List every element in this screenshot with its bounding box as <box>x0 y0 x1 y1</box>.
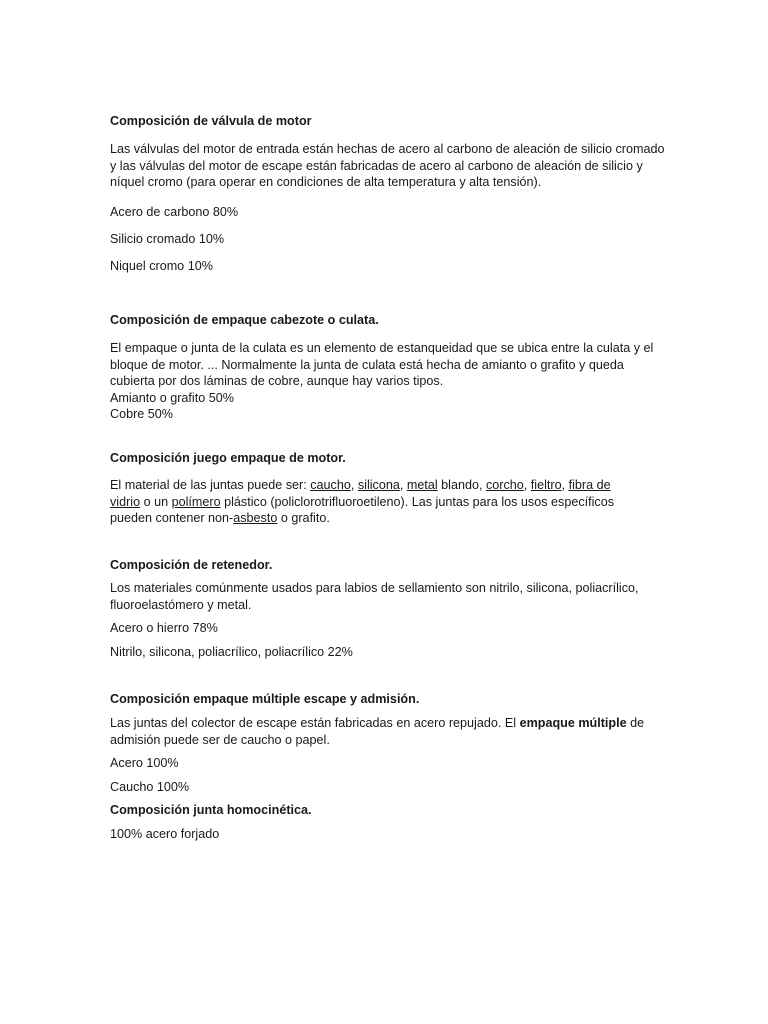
text-segment: blando, <box>437 478 486 492</box>
item-cobre: Cobre 50% <box>110 407 174 421</box>
paragraph-retenedor: Los materiales comúnmente usados para labios de sellamiento son nitrilo, silicona, poliacrílico, fluoroelastómero y metal. <box>110 581 639 612</box>
heading-valvula-motor: Composición de válvula de motor <box>110 114 312 128</box>
link-caucho[interactable]: caucho <box>310 478 351 492</box>
link-metal[interactable]: metal <box>406 478 438 492</box>
heading-junta-homocinetica: Composición junta homocinética. <box>110 803 312 817</box>
bold-empaque-multiple: empaque múltiple <box>519 716 627 730</box>
heading-empaque-culata: Composición de empaque cabezote o culata. <box>110 313 379 327</box>
link-fibra-de-vidrio[interactable]: fibra de vidrio <box>110 478 611 509</box>
text-segment: El material de las juntas puede ser: <box>110 478 311 492</box>
link-silicona[interactable]: silicona <box>357 478 400 492</box>
text-segment: , <box>523 478 531 492</box>
text-segment: o un <box>140 494 172 509</box>
link-corcho[interactable]: corcho <box>485 478 524 492</box>
item-acero-forjado: 100% acero forjado <box>110 827 220 841</box>
heading-empaque-multiple: Composición empaque múltiple escape y admisión. <box>110 692 420 706</box>
text-segment: , <box>399 478 407 492</box>
text-segment: Las juntas del colector de escape están fabricadas en acero repujado. El <box>110 716 520 730</box>
heading-juego-empaque: Composición juego empaque de motor. <box>110 451 346 465</box>
text-segment: , <box>350 478 358 492</box>
text-segment: de admisión puede ser de caucho o papel. <box>110 716 645 747</box>
item-nitrilo-silicona: Nitrilo, silicona, poliacrílico, poliacrílico 22% <box>110 645 353 659</box>
item-amianto-grafito: Amianto o grafito 50% <box>110 391 234 405</box>
text-segment: o grafito. <box>277 511 330 525</box>
paragraph-empaque-culata: El empaque o junta de la culata es un elemento de estanqueidad que se ubica entre la culata y el bloque de motor. ... Normalmente la junta de culata está hecha de amianto o grafito y queda cubierta por dos láminas de cobre, aunque hay varios tipos. <box>110 341 654 388</box>
item-acero-100: Acero 100% <box>110 756 179 770</box>
item-niquel-cromo: Niquel cromo 10% <box>110 259 213 273</box>
paragraph-juego-empaque <box>110 477 640 527</box>
link-fieltro[interactable]: fieltro <box>530 478 562 492</box>
text-segment: plástico (policlorotrifluoroetileno). Las juntas para los usos específicos pueden contener non- <box>110 494 615 525</box>
link-asbesto[interactable]: asbesto <box>233 511 278 525</box>
item-acero-hierro: Acero o hierro 78% <box>110 621 218 635</box>
heading-retenedor: Composición de retenedor. <box>110 558 273 572</box>
text-segment: , <box>561 478 569 492</box>
paragraph-empaque-multiple <box>110 715 655 748</box>
item-silicio-cromado: Silicio cromado 10% <box>110 232 225 246</box>
link-polimero[interactable]: polímero <box>171 494 221 509</box>
item-acero-carbono: Acero de carbono 80% <box>110 205 239 219</box>
paragraph-valvula-motor: Las válvulas del motor de entrada están hechas de acero al carbono de aleación de silicio cromado y las válvulas del motor de escape están fabricadas de acero al carbono de aleación de silicio y níquel cromo (para operar en condiciones de alta temperatura y alta tensión). <box>110 142 665 189</box>
item-caucho-100: Caucho 100% <box>110 780 190 794</box>
